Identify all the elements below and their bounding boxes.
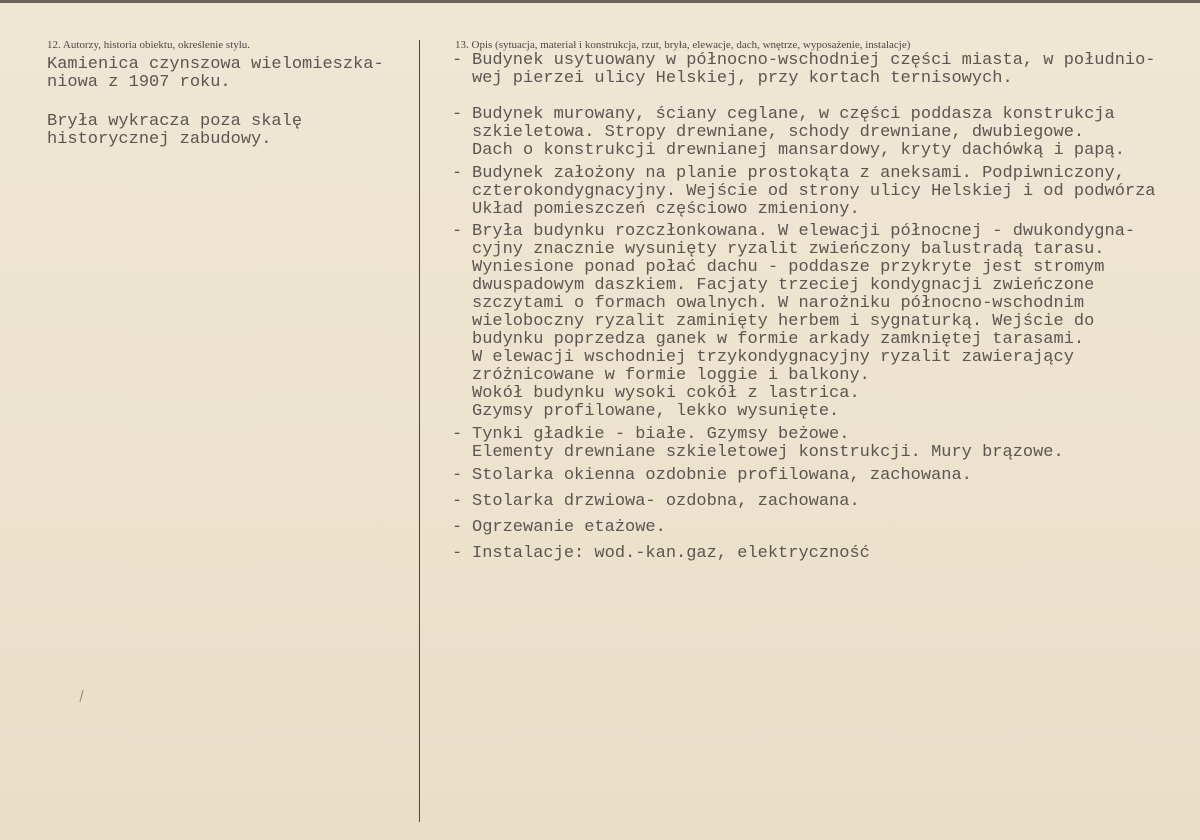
description-item xyxy=(472,519,666,537)
bullet-dash: - xyxy=(452,51,463,70)
text-line: Stolarka okienna ozdobnie profilowana, zachowana. xyxy=(472,466,972,485)
bullet-dash: - xyxy=(452,105,463,124)
text-line: Tynki gładkie - białe. Gzymsy beżowe. xyxy=(472,425,850,444)
text-line: niowa z 1907 roku. xyxy=(47,73,231,92)
bullet-dash: - xyxy=(452,425,463,444)
text-line: Budynek usytuowany w północno-wschodniej części miasta, w południo- xyxy=(472,51,1156,70)
text-line: Bryła wykracza poza skalę xyxy=(47,112,303,131)
bullet-dash: - xyxy=(452,466,463,485)
text-line: Elementy drewniane szkieletowej konstrukcji. Mury brązowe. xyxy=(472,443,1064,462)
page-top-edge xyxy=(0,0,1200,3)
text-line: Instalacje: wod.-kan.gaz, elektryczność xyxy=(472,544,870,563)
text-line: Budynek murowany, ściany ceglane, w części poddasza konstrukcja xyxy=(472,105,1115,124)
text-line: Budynek założony na planie prostokąta z aneksami. Podpiwniczony, xyxy=(472,164,1125,183)
text-line: dwuspadowym daszkiem. Facjaty trzeciej kondygnacji zwieńczone xyxy=(472,276,1095,295)
left-paragraph xyxy=(47,113,302,149)
text-line: czterokondygnacyjny. Wejście od strony ulicy Helskiej i od podwórza xyxy=(472,182,1156,201)
pencil-mark xyxy=(79,690,83,702)
description-item xyxy=(472,165,1156,219)
section-12-header: 12. Autorzy, historia obiektu, określenie stylu. xyxy=(47,39,251,51)
bullet-dash: - xyxy=(452,518,463,537)
text-line: Wyniesione ponad połać dachu - poddasze przykryte jest stromym xyxy=(472,258,1105,277)
bullet-dash: - xyxy=(452,492,463,511)
bullet-dash: - xyxy=(452,222,463,241)
description-item xyxy=(472,426,1064,462)
text-line: Ogrzewanie etażowe. xyxy=(472,518,666,537)
bullet-dash: - xyxy=(452,544,463,563)
text-line: Kamienica czynszowa wielomieszka- xyxy=(47,55,384,74)
description-item xyxy=(472,52,1156,88)
text-line: szkieletowa. Stropy drewniane, schody drewniane, dwubiegowe. xyxy=(472,123,1085,142)
text-line: W elewacji wschodniej trzykondygnacyjny ryzalit zawierający xyxy=(472,348,1074,367)
description-item xyxy=(472,467,972,485)
text-line: budynku poprzedza ganek w formie arkady zamkniętej tarasami. xyxy=(472,330,1085,349)
text-line: Układ pomieszczeń częściowo zmieniony. xyxy=(472,200,860,219)
description-item xyxy=(472,493,860,511)
description-item xyxy=(472,223,1135,421)
text-line: zróżnicowane w formie loggie i balkony. xyxy=(472,366,870,385)
text-line: Wokół budynku wysoki cokół z lastrica. xyxy=(472,384,860,403)
text-line: Gzymsy profilowane, lekko wysunięte. xyxy=(472,402,840,421)
column-divider xyxy=(419,40,420,822)
text-line: historycznej zabudowy. xyxy=(47,130,272,149)
text-line: wej pierzei ulicy Helskiej, przy kortach ternisowych. xyxy=(472,69,1013,88)
text-line: wieloboczny ryzalit zaminięty herbem i sygnaturką. Wejście do xyxy=(472,312,1095,331)
description-item xyxy=(472,545,870,563)
text-line: Dach o konstrukcji drewnianej mansardowy, kryty dachówką i papą. xyxy=(472,141,1125,160)
description-item xyxy=(472,106,1125,160)
bullet-dash: - xyxy=(452,164,463,183)
section-13-header: 13. Opis (sytuacja, materiał i konstrukcja, rzut, bryła, elewacje, dach, wnętrze, wyposażenie, instalacje) xyxy=(455,39,911,51)
text-line: Bryła budynku rozczłonkowana. W elewacji północnej - dwukondygna- xyxy=(472,222,1136,241)
left-paragraph xyxy=(47,56,384,92)
text-line: cyjny znacznie wysunięty ryzalit zwieńczony balustradą tarasu. xyxy=(472,240,1105,259)
text-line: Stolarka drzwiowa- ozdobna, zachowana. xyxy=(472,492,860,511)
text-line: szczytami o formach owalnych. W narożniku północno-wschodnim xyxy=(472,294,1085,313)
